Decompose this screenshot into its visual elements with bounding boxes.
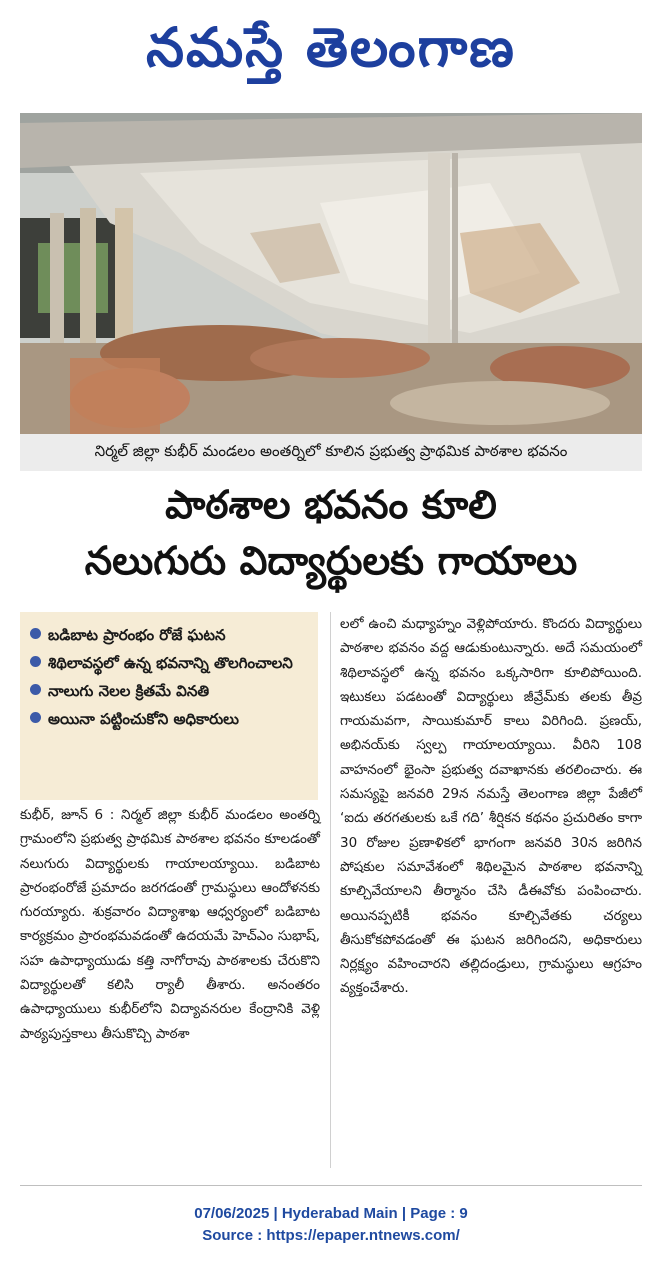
headline: [20, 478, 642, 590]
masthead: [0, 0, 662, 95]
article-text-left: కుభీర్, జూన్ 6 : నిర్మల్ జిల్లా కుభీర్ మండలం అంతర్ని గ్రామంలోని ప్రభుత్వ ప్రాథమిక పాఠశాల భవనం కూలడంతో నలుగురు విద్యార్థులకు గాయాలయ్యాయి. బడిబాట ప్రారంభంరోజే ప్రమాదం జరగడంతో గ్రామస్థులు ఆందోళనకు గురయ్యారు. శుక్రవారం విద్యాశాఖ ఆధ్వర్యంలో బడిబాట కార్యక్రమం ప్రారంభమవడంతో ఉదయమే హెచ్ఎం సుభాష్, సహ ఉపాధ్యాయుడు కత్తి నాగోరావు పాఠశాలకు చేరుకొని విద్యార్థులతో కలిసి ర్యాలీ తీశారు. అనంతరం ఉపాధ్యాయులు కుభీర్‌లోని విద్యావనరుల కేంద్రానికి వెళ్లి పాఠ్యపుస్తకాలు తీసుకొచ్చి పాఠశా: [20, 807, 320, 1042]
highlight-item: శిథిలావస్థలో ఉన్న భవనాన్ని తొలగించాలని: [28, 652, 310, 674]
footer-divider: [20, 1185, 642, 1186]
highlight-item: అయినా పట్టించుకోని అధికారులు: [28, 708, 310, 730]
news-photo: [20, 113, 642, 434]
bullet-icon: [30, 712, 41, 723]
footer-source-link[interactable]: Source : https://epaper.ntnews.com/: [202, 1227, 460, 1244]
headline-line-1: పాఠశాల భవనం కూలి: [165, 483, 497, 528]
highlights-box: [20, 612, 318, 800]
highlight-item: నాలుగు నెలల క్రితమే వినతి: [28, 680, 310, 702]
footer-edition-info: 07/06/2025 | Hyderabad Main | Page : 9: [194, 1205, 468, 1222]
bullet-icon: [30, 684, 41, 695]
bullet-icon: [30, 628, 41, 639]
collapsed-building-image: [20, 113, 642, 434]
highlight-item: బడిబాట ప్రారంభం రోజే ఘటన: [28, 624, 310, 646]
column-divider: [330, 612, 331, 1168]
headline-line-2: నలుగురు విద్యార్థులకు గాయాలు: [84, 539, 578, 584]
article-column-right: [340, 612, 642, 1169]
article-text-right: లలో ఉంచి మధ్యాహ్నం వెళ్లిపోయారు. కొందరు విద్యార్థులు పాఠశాల భవనం వద్ద ఆడుకుంటున్నారు. అదే సమయంలో శిథిలావస్థలో ఉన్న భవనం ఒక్కసారిగా కూలిపోయింది. ఇటుకలు పడటంతో విద్యార్థులు జీవ్రేమ్‌కు తలకు తీవ్ర గాయమవగా, సాయికుమార్ కాలు విరిగింది. ప్రణయ్, అభినయ్‌కు స్వల్ప గాయాలయ్యాయి. వీరిని 108 వాహనంలో భైంసా ప్రభుత్వ దవాఖానకు తరలించారు. ఈ సమస్యపై జనవరి 29న నమస్తే తెలంగాణ జిల్లా పేజీలో ‘ఐదు తరగతులకు ఒకే గది’ శీర్షికన కథనం ప్రచురితం కాగా 30 రోజుల ప్రణాళికలో భాగంగా జనవరి 30న జరిగిన పోషకుల సమావేశంలో శిథిలమైన పాఠశాల భవనాన్ని కూల్చివేయాలని తీర్మానం చేసి డీఈవోకు పంపించారు. అయినప్పటికీ భవనం కూల్చివేతకు చర్యలు తీసుకోకపోవడంతో ఈ ఘటన జరిగిందని, అధికారులు నిర్లక్ష్యం వహించారని తల్లిదండ్రులు, గ్రామస్థులు ఆగ్రహం వ్యక్తంచేశారు.: [340, 616, 642, 997]
article-column-left: [20, 803, 320, 1169]
bullet-icon: [30, 656, 41, 667]
masthead-title: నమస్తే తెలంగాణ: [146, 15, 516, 79]
photo-caption: నిర్మల్ జిల్లా కుభీర్ మండలం అంతర్నిలో కూలిన ప్రభుత్వ ప్రాథమిక పాఠశాల భవనం: [20, 434, 642, 471]
